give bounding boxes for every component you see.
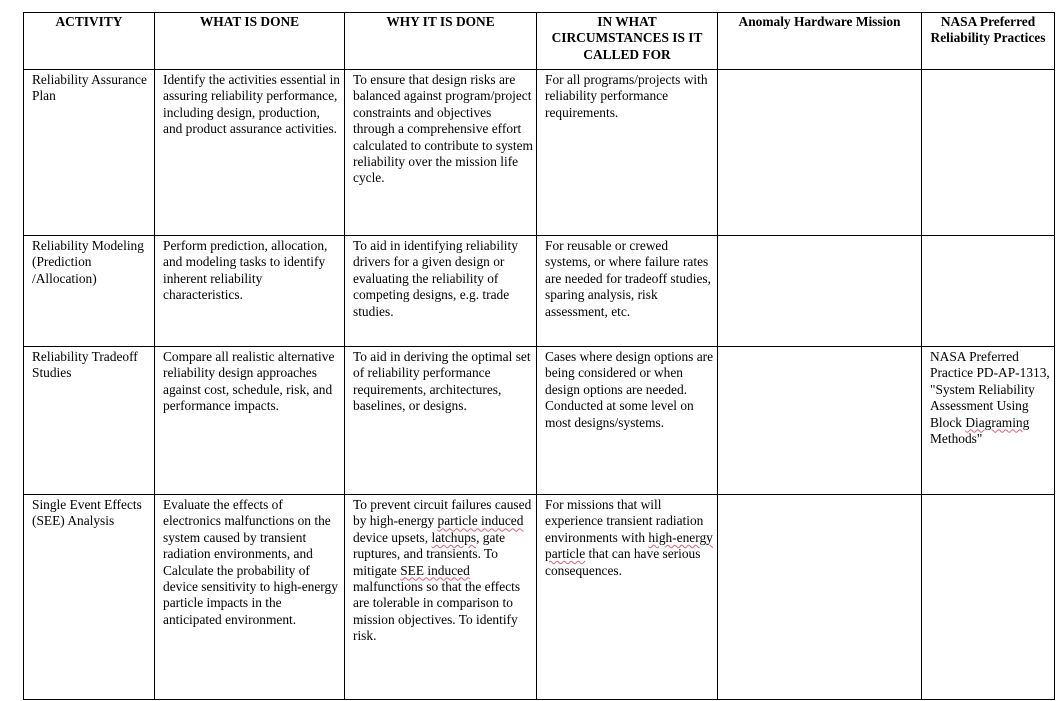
cell-activity: Reliability Assurance Plan xyxy=(24,70,155,236)
table-row-reliability-assurance-plan xyxy=(24,70,1055,236)
cell-anomaly xyxy=(718,236,922,347)
circumstances-text: that can have serious consequences. xyxy=(545,546,701,578)
cell-why: To aid in deriving the optimal set of reliability performance requirements, architectures, baselines, or designs. xyxy=(345,347,537,495)
cell-why xyxy=(345,495,537,700)
cell-what: Compare all realistic alternative reliability design approaches against cost, schedule, risk, and performance impacts. xyxy=(155,347,345,495)
reliability-activities-table xyxy=(23,12,1055,700)
table-row-reliability-modeling xyxy=(24,236,1055,347)
cell-practices xyxy=(922,495,1055,700)
why-text: To prevent circuit failures caused by high-energy xyxy=(353,497,532,529)
header-activity: ACTIVITY xyxy=(24,13,155,70)
cell-circumstances xyxy=(537,495,718,700)
cell-activity: Reliability Tradeoff Studies xyxy=(24,347,155,495)
why-text: malfunctions so that the effects are tolerable in comparison to mission objectives. To identify risk. xyxy=(353,579,521,644)
table-header-row xyxy=(24,13,1055,70)
header-circumstances: IN WHAT CIRCUMSTANCES IS IT CALLED FOR xyxy=(537,13,718,70)
cell-anomaly xyxy=(718,495,922,700)
cell-what: Evaluate the effects of electronics malfunctions on the system caused by transient radiation environments, and Calculate the probability of device sensitivity to high-energy particle impacts in the anticipated environment. xyxy=(155,495,345,700)
spellcheck-flagged-word: latchups xyxy=(431,529,477,545)
spellcheck-flagged-phrase: SEE induced xyxy=(400,562,470,578)
cell-circumstances: For reusable or crewed systems, or where failure rates are needed for tradeoff studies, sparing analysis, risk assessment, etc. xyxy=(537,236,718,347)
header-anomaly-hardware-mission: Anomaly Hardware Mission xyxy=(718,13,922,70)
circumstances-text: For missions that will experience transient radiation environments with xyxy=(545,497,704,545)
cell-activity: Reliability Modeling (Prediction /Allocation) xyxy=(24,236,155,347)
cell-circumstances: Cases where design options are being considered or when design options are needed. Conducted at some level on most designs/systems. xyxy=(537,347,718,495)
cell-activity: Single Event Effects (SEE) Analysis xyxy=(24,495,155,700)
header-nasa-preferred-practices: NASA Preferred Reliability Practices xyxy=(922,13,1055,70)
cell-why: To aid in identifying reliability drivers for a given design or evaluating the reliability of competing designs, e.g. trade studies. xyxy=(345,236,537,347)
cell-what: Identify the activities essential in assuring reliability performance, including design, production, and product assurance activities. xyxy=(155,70,345,236)
cell-anomaly xyxy=(718,347,922,495)
spellcheck-flagged-phrase: high-energy particle xyxy=(545,529,713,562)
cell-circumstances: For all programs/projects with reliability performance requirements. xyxy=(537,70,718,236)
cell-practices xyxy=(922,236,1055,347)
why-text: device upsets, xyxy=(353,529,432,545)
practice-text: NASA Preferred Practice PD-AP-1313, "System Reliability Assessment Using Block xyxy=(930,349,1050,430)
practice-text: Methods" xyxy=(930,431,983,447)
why-text: , gate ruptures, and transients. To mitigate xyxy=(353,529,506,578)
header-why-it-is-done: WHY IT IS DONE xyxy=(345,13,537,70)
spellcheck-flagged-word: Diagraming xyxy=(965,414,1030,430)
table-row-reliability-tradeoff-studies xyxy=(24,347,1055,495)
spellcheck-flagged-phrase: particle induced xyxy=(437,513,524,529)
cell-practices xyxy=(922,347,1055,495)
cell-anomaly xyxy=(718,70,922,236)
header-what-is-done: WHAT IS DONE xyxy=(155,13,345,70)
cell-practices xyxy=(922,70,1055,236)
cell-why: To ensure that design risks are balanced against program/project constraints and objectives through a comprehensive effort calculated to contribute to system reliability over the mission life cycle. xyxy=(345,70,537,236)
table-row-see-analysis xyxy=(24,495,1055,700)
cell-what: Perform prediction, allocation, and modeling tasks to identify inherent reliability characteristics. xyxy=(155,236,345,347)
